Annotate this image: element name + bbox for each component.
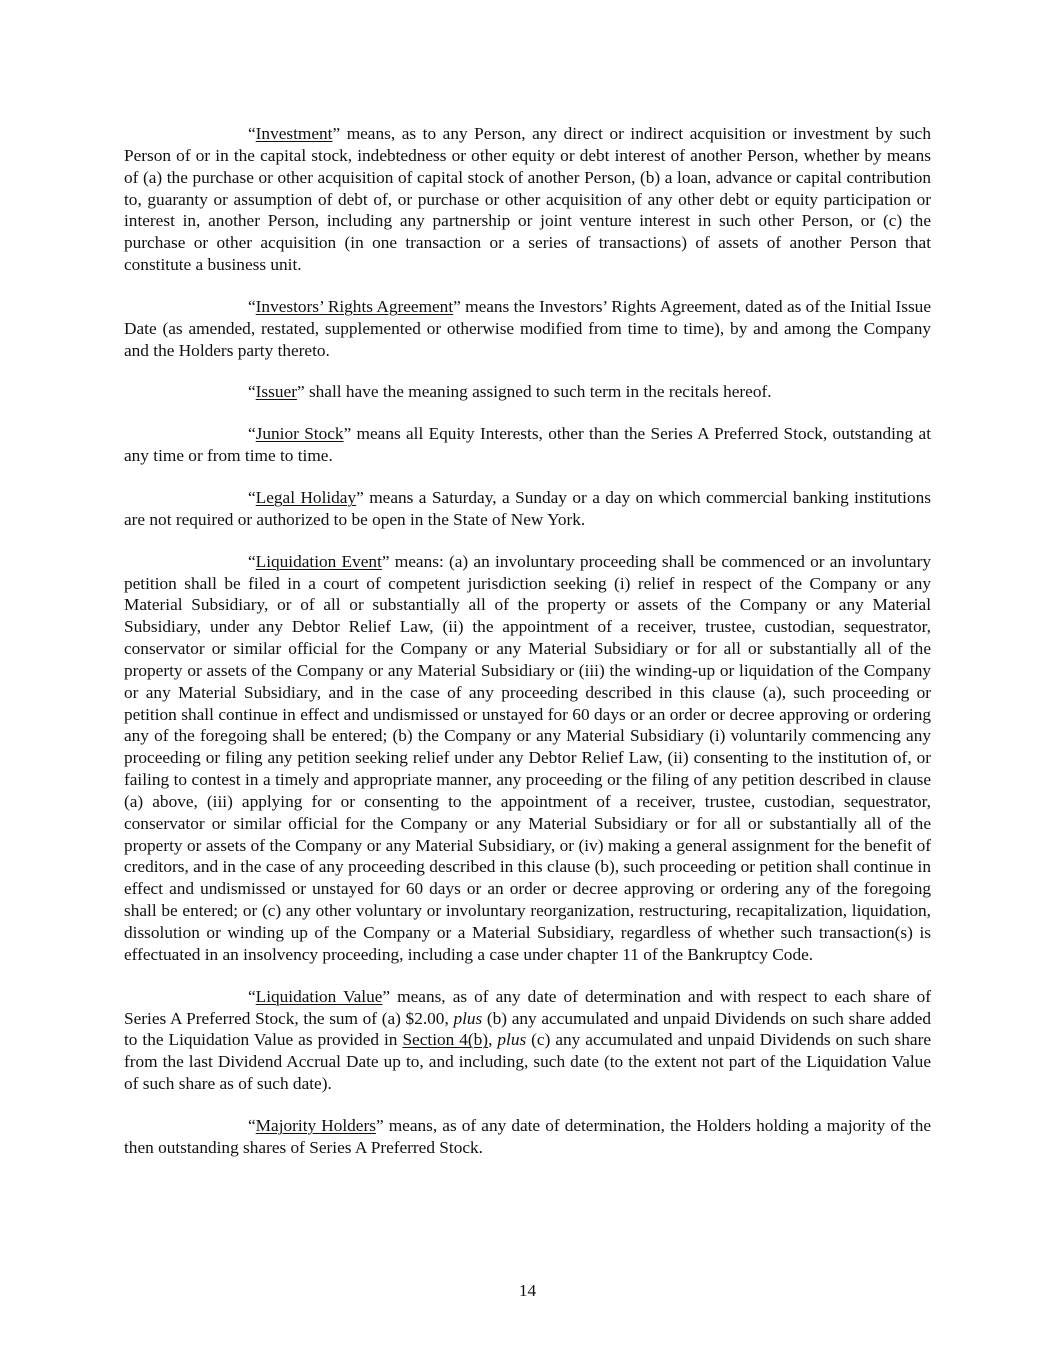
section-reference: Section 4(b) <box>402 1030 489 1050</box>
open-quote: “ <box>248 1115 256 1135</box>
open-quote: “ <box>248 424 256 444</box>
definition-text-part: (c) any accumulated and unpaid Dividends on such share from the last Dividend Accrual Date up to, and including, such date (to the extent not part of the Liquidation Value of such share as of such date). <box>124 1030 932 1094</box>
definition-text: ” means, as of any date of determination, the Holders holding a majority of the then outstanding shares of Series A Preferred Stock. <box>124 1115 932 1157</box>
open-quote: “ <box>248 551 256 571</box>
definition-text-part: (b) any accumulated and unpaid Dividends on such share added to the Liquidation Value as provided in <box>124 1008 931 1050</box>
defined-term: Liquidation Event <box>255 551 382 571</box>
definition-text: ” shall have the meaning assigned to such term in the recitals hereof. <box>296 382 772 402</box>
definition-text: ” means a Saturday, a Sunday or a day on which commercial banking institutions are not required or authorized to be open in the State of New York. <box>124 487 931 529</box>
definition-liquidation-event <box>124 551 931 966</box>
definition-investors-rights-agreement <box>124 296 931 362</box>
definition-junior-stock <box>124 423 931 467</box>
definition-investment <box>124 123 931 276</box>
defined-term: Legal Holiday <box>255 487 357 507</box>
page-number: 14 <box>518 1281 537 1300</box>
defined-term: Liquidation Value <box>255 986 383 1006</box>
document-page <box>124 123 931 1179</box>
open-quote: “ <box>248 124 256 143</box>
definition-liquidation-value <box>124 986 931 1095</box>
open-quote: “ <box>248 986 256 1006</box>
definition-legal-holiday <box>124 487 931 531</box>
definition-text-part: ” means, as of any date of determination and with respect to each share of Series A Preferred Stock, the sum of (a) $2.00, <box>124 986 931 1028</box>
defined-term: Issuer <box>255 382 297 402</box>
open-quote: “ <box>248 296 256 316</box>
open-quote: “ <box>248 382 256 402</box>
open-quote: “ <box>248 487 256 507</box>
definition-text: ” means the Investors’ Rights Agreement, dated as of the Initial Issue Date (as amended, restated, supplemented or otherwise modified from time to time), by and among the Company and the Holders party thereto. <box>124 296 931 360</box>
definition-text: ” means all Equity Interests, other than the Series A Preferred Stock, outstanding at any time or from time to time. <box>124 424 931 466</box>
defined-term: Majority Holders <box>255 1115 376 1135</box>
defined-term: Investment <box>255 124 333 143</box>
defined-term: Investors’ Rights Agreement <box>255 296 454 316</box>
definition-text: ” means, as to any Person, any direct or indirect acquisition or investment by such Person of or in the capital stock, indebtedness or other equity or debt interest of another Person, whether by means of (a) the purchase or other acquisition of capital stock of another Person, (b) a loan, advance or capital contribution to, guaranty or assumption of debt of, or purchase or other acquisition of any other debt or equity participation or interest in, another Person, including any partnership or joint venture interest in such other Person, or (c) the purchase or other acquisition (in one transaction or a series of transactions) of assets of another Person that constitute a business unit. <box>124 124 931 275</box>
definition-text: ” means: (a) an involuntary proceeding shall be commenced or an involuntary petition shall be filed in a court of competent jurisdiction seeking (i) relief in respect of the Company or any Material Subsidiary, or of all or substantially all of the property or assets of the Company or any Material Subsidiary, under any Debtor Relief Law, (ii) the appointment of a receiver, trustee, custodian, sequestrator, conservator or similar official for the Company or any Material Subsidiary or for all or substantially all of the property or assets of the Company or any Material Subsidiary or (iii) the winding-up or liquidation of the Company or any Material Subsidiary, and in the case of any proceeding described in this clause (a), such proceeding or petition shall continue in effect and undismissed or unstayed for 60 days or an order or decree approving or ordering any of the foregoing shall be entered; (b) the Company or any Material Subsidiary (i) voluntarily commencing any proceeding or filing any petition seeking relief under any Debtor Relief Law, (ii) consenting to the institution of, or failing to contest in a timely and appropriate manner, any proceeding or the filing of any petition described in clause (a) above, (iii) applying for or consenting to the appointment of a receiver, trustee, custodian, sequestrator, conservator or similar official for the Company or any Material Subsidiary or for all or substantially all of the property or assets of the Company or any Material Subsidiary, or (iv) making a general assignment for the benefit of creditors, and in the case of any proceeding described in this clause (b), such proceeding or petition shall continue in effect and undismissed or unstayed for 60 days or an order or decree approving or ordering any of the foregoing shall be entered; or (c) any other voluntary or involuntary reorganization, restructuring, recapitalization, liquidation, dissolution or winding up of the Company or a Material Subsidiary, regardless of whether such transaction(s) is effectuated in an insolvency proceeding, including a case under chapter 11 of the Bankruptcy Code. <box>124 551 931 964</box>
definition-majority-holders <box>124 1115 931 1159</box>
definition-issuer <box>124 381 931 403</box>
plus-italic: plus <box>453 1008 483 1028</box>
definition-text-part: , <box>488 1030 498 1050</box>
defined-term: Junior Stock <box>255 424 344 444</box>
plus-italic: plus <box>497 1030 527 1050</box>
